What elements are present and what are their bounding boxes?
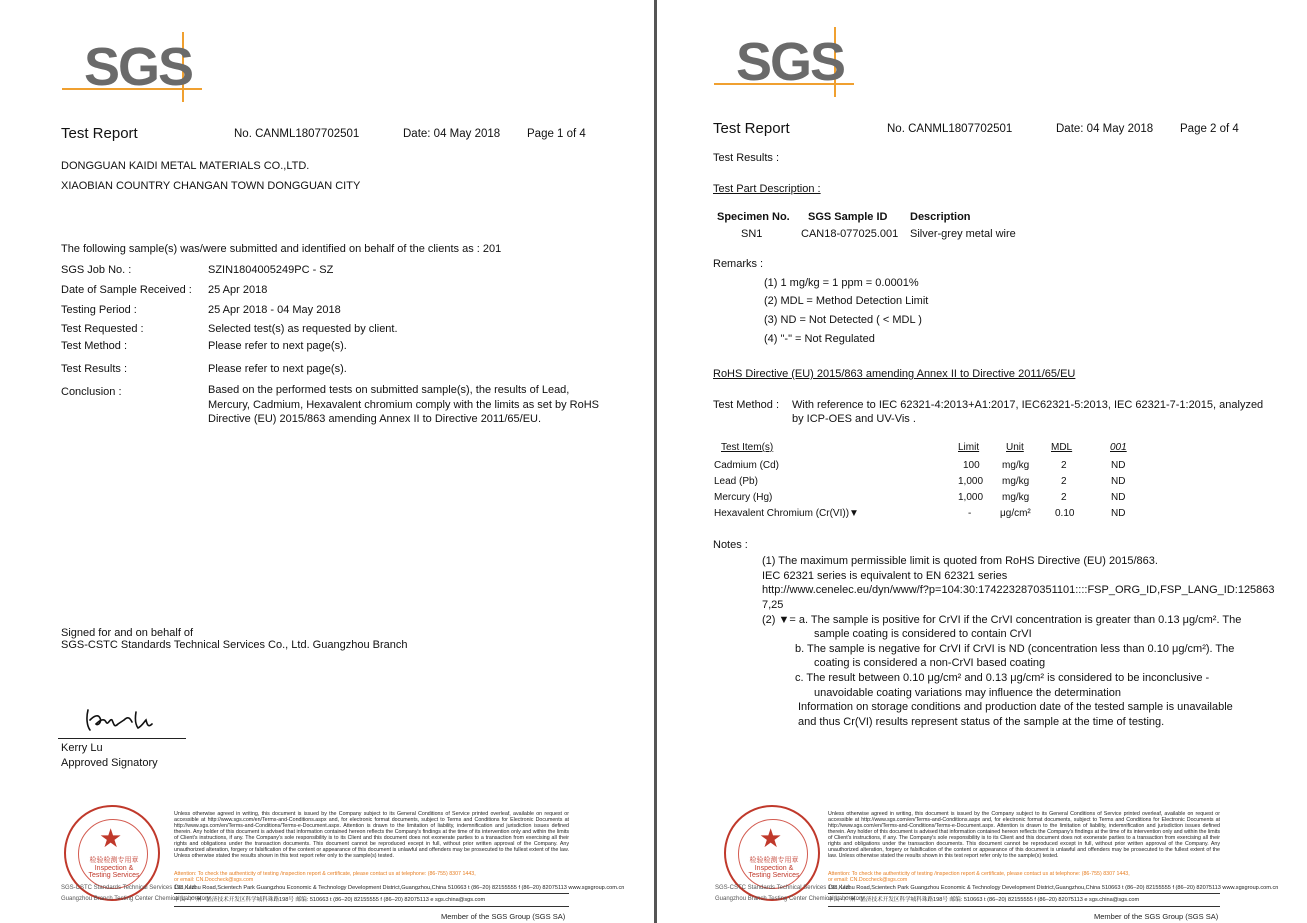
table-cell: μg/cm²	[1000, 508, 1031, 519]
rohs-heading: RoHS Directive (EU) 2015/863 amending Annex II to Directive 2011/65/EU	[713, 368, 1076, 380]
conclusion-line: Mercury, Cadmium, Hexavalent chromium comply with the limits as set by RoHS	[208, 399, 600, 411]
note-line: (1) The maximum permissible limit is quoted from RoHS Directive (EU) 2015/863.	[762, 555, 1158, 567]
table-header: MDL	[1051, 442, 1073, 453]
client-address: XIAOBIAN COUNTRY CHANGAN TOWN DONGGUAN CITY	[61, 180, 361, 192]
footer-divider	[828, 906, 1220, 907]
sgs-logo	[62, 32, 202, 97]
table-cell: ND	[1111, 460, 1126, 471]
star-icon: ★	[99, 823, 123, 853]
specimen-header: Description	[910, 211, 971, 223]
specimen-cell: SN1	[741, 228, 763, 240]
legal-disclaimer: Unless otherwise agreed in writing, this document is issued by the Company subject to its General Conditions of Service printed overleaf, available on request or accessible at http://www.sgs.com/en/Terms-and-Conditions.aspx and, for electronic format documents, subject to Terms and Conditions for Electronic Documents at http://www.sgs.com/en/Terms-and-Conditions/Terms-e-Document.aspx. Attention is drawn to the limitation of liability, indemnification and jurisdiction issues defined therein. Any holder of this document is advised that information contained hereon reflects the Company's findings at the time of its intervention only and within the limits of Client's instructions, if any. The Company's sole responsibility is to its Client and this document does not exonerate parties to a transaction from exercising all their rights and obligations under the transaction documents. This document cannot be reproduced except in full, without prior written approval of the Company. Any unauthorized alteration, forgery or falsification of the content or appearance of this document is unlawful and offenders may be prosecuted to the fullest extent of the law. Unless otherwise stated the results shown in this test report refer only to the sample(s) tested.	[828, 811, 1220, 859]
lab-line-2: Guangzhou Branch Testing Center Chemical Laboratory	[61, 896, 210, 902]
remark-item: (4) "-" = Not Regulated	[764, 333, 875, 345]
remark-item: (1) 1 mg/kg = 1 ppm = 0.0001%	[764, 277, 919, 289]
table-cell: Hexavalent Chromium (Cr(VI))▼	[714, 508, 859, 519]
field-value: SZIN1804005249PC - SZ	[208, 264, 334, 276]
sgs-logo-text: SGS	[84, 37, 193, 97]
table-header: Limit	[958, 442, 980, 453]
specimen-header: Specimen No.	[717, 211, 790, 223]
note-line: http://www.cenelec.eu/dyn/www/f?p=104:30:1742232870351101::::FSP_ORG_ID,FSP_LANG_ID:125863	[762, 584, 1275, 596]
field-label: Date of Sample Received :	[61, 284, 192, 296]
note-line: b. The sample is negative for CrVI if CrVI is ND (concentration less than 0.10 μg/cm²). The	[795, 643, 1235, 655]
remark-item: (2) MDL = Method Detection Limit	[764, 295, 929, 307]
attention-line-1: Attention: To check the authenticity of testing /inspection report & certificate, please contact us at telephone: (86-755) 8307 1443,	[174, 871, 476, 877]
conclusion-line: Directive (EU) 2015/863 amending Annex II to Directive 2011/65/EU.	[208, 413, 542, 425]
table-cell: mg/kg	[1002, 476, 1030, 487]
table-cell: 1,000	[958, 476, 984, 487]
field-label: Test Results :	[61, 363, 128, 375]
field-value: Please refer to next page(s).	[208, 363, 347, 375]
test-method-label: Test Method :	[713, 399, 780, 411]
report-title: Test Report	[713, 120, 790, 137]
member-text: Member of the SGS Group (SGS SA)	[441, 912, 566, 921]
table-cell: mg/kg	[1002, 492, 1030, 503]
table-cell: ND	[1111, 508, 1126, 519]
member-text: Member of the SGS Group (SGS SA)	[1094, 912, 1219, 921]
field-label: SGS Job No. :	[61, 264, 132, 276]
table-cell: 100	[963, 460, 980, 471]
stamp-text: 检验检测专用章 Inspection & Testing Services	[748, 857, 800, 880]
note-line: 7,25	[762, 599, 784, 611]
sgs-logo	[714, 27, 854, 92]
footer-divider	[174, 893, 569, 894]
intro-text: The following sample(s) was/were submitted and identified on behalf of the clients as : 201	[61, 243, 502, 255]
field-value: 25 Apr 2018 - 04 May 2018	[208, 304, 341, 316]
remarks-label: Remarks :	[713, 258, 764, 270]
notes-label: Notes :	[713, 539, 748, 551]
address-english: 198 Kezhu Road,Scientech Park Guangzhou Economic & Technology Development District,Guangzhou,China 510663 t (86–20) 82155555 f (86–20) 82075113 www.sgsgroup.com.cn	[174, 885, 625, 891]
note-line: unavoidable coating variations may influence the determination	[814, 687, 1121, 699]
field-value: Please refer to next page(s).	[208, 340, 347, 352]
signed-for-text: Signed for and on behalf of	[61, 627, 194, 639]
table-cell: Cadmium (Cd)	[714, 460, 780, 471]
report-date: Date: 04 May 2018	[1056, 123, 1154, 135]
note-line: coating is considered a non-CrVI based coating	[814, 657, 1046, 669]
address-chinese: 中国 · 广州 · 经济技术开发区科学城科珠路198号 邮编: 510663 t (86–20) 82155555 f (86–20) 82075113 e sgs.china@sgs.com	[828, 897, 1140, 903]
field-value: Selected test(s) as requested by client.	[208, 323, 398, 335]
note-line: Information on storage conditions and production date of the tested sample is unavailable	[798, 701, 1233, 713]
table-cell: 1,000	[958, 492, 984, 503]
table-header: 001	[1110, 442, 1127, 453]
table-cell: ND	[1111, 476, 1126, 487]
page-number: Page 1 of 4	[527, 128, 586, 140]
page-number: Page 2 of 4	[1180, 123, 1239, 135]
table-cell: 2	[1061, 460, 1067, 471]
star-icon: ★	[759, 823, 783, 853]
attention-line-2: or email: CN.Doccheck@sgs.com	[174, 877, 254, 883]
table-header: Test Item(s)	[721, 442, 774, 453]
table-cell: -	[968, 508, 972, 519]
table-cell: 2	[1061, 492, 1067, 503]
conclusion-line: Based on the performed tests on submitted sample(s), the results of Lead,	[208, 384, 570, 396]
attention-line-1: Attention: To check the authenticity of testing /inspection report & certificate, please contact us at telephone: (86-755) 8307 1443,	[828, 871, 1130, 877]
stamp-text: 检验检测专用章 Inspection & Testing Services	[88, 857, 140, 880]
report-page-2	[657, 0, 1307, 923]
note-line: and thus Cr(VI) results represent status of the sample at the time of testing.	[798, 716, 1165, 728]
specimen-header: SGS Sample ID	[808, 211, 888, 223]
test-method-line: With reference to IEC 62321-4:2013+A1:2017, IEC62321-5:2013, IEC 62321-7-1:2015, analyzed	[792, 399, 1264, 411]
footer-divider	[828, 893, 1220, 894]
field-value: 25 Apr 2018	[208, 284, 268, 296]
report-title: Test Report	[61, 125, 138, 142]
field-label: Test Requested :	[61, 323, 144, 335]
table-cell: Lead (Pb)	[714, 476, 758, 487]
table-cell: 2	[1061, 476, 1067, 487]
handwritten-signature	[84, 706, 158, 734]
legal-disclaimer: Unless otherwise agreed in writing, this document is issued by the Company subject to its General Conditions of Service printed overleaf, available on request or accessible at http://www.sgs.com/en/Terms-and-Conditions.aspx and, for electronic format documents, subject to Terms and Conditions for Electronic Documents at http://www.sgs.com/en/Terms-and-Conditions/Terms-e-Document.aspx. Attention is drawn to the limitation of liability, indemnification and jurisdiction issues defined therein. Any holder of this document is advised that information contained hereon reflects the Company's findings at the time of its intervention only and within the limits of Client's instructions, if any. The Company's sole responsibility is to its Client and this document does not exonerate parties to a transaction from exercising all their rights and obligations under the transaction documents. This document cannot be reproduced except in full, without prior written approval of the Company. Any unauthorized alteration, forgery or falsification of the content or appearance of this document is unlawful and offenders may be prosecuted to the fullest extent of the law. Unless otherwise stated the results shown in this test report refer only to the sample(s) tested.	[174, 811, 569, 859]
attention-line-2: or email: CN.Doccheck@sgs.com	[828, 877, 908, 883]
specimen-cell: Silver-grey metal wire	[910, 228, 1016, 240]
table-header: Unit	[1006, 442, 1024, 453]
company-name: SGS-CSTC Standards Technical Services Co., Ltd. Guangzhou Branch	[61, 639, 408, 651]
table-cell: mg/kg	[1002, 460, 1030, 471]
lab-line-1: SGS-CSTC Standards Technical Services Co., Ltd.	[61, 885, 197, 891]
report-number: No. CANML1807702501	[887, 123, 1013, 135]
note-line: c. The result between 0.10 μg/cm² and 0.13 μg/cm² is considered to be inconclusive -	[795, 672, 1210, 684]
address-chinese: 中国 · 广州 · 经济技术开发区科学城科珠路198号 邮编: 510663 t (86–20) 82155555 f (86–20) 82075113 e sgs.china@sgs.com	[174, 897, 486, 903]
note-line: IEC 62321 series is equivalent to EN 62321 series	[762, 570, 1008, 582]
table-cell: Mercury (Hg)	[714, 492, 773, 503]
lab-line-1: SGS-CSTC Standards Technical Services Co., Ltd.	[715, 885, 851, 891]
address-english: 198 Kezhu Road,Scientech Park Guangzhou Economic & Technology Development District,Guangzhou,China 510663 t (86–20) 82155555 f (86–20) 82075113 www.sgsgroup.com.cn	[828, 885, 1279, 891]
sgs-logo-text: SGS	[736, 32, 845, 92]
table-cell: 0.10	[1055, 508, 1075, 519]
note-line: sample coating is considered to contain CrVI	[814, 628, 1032, 640]
field-label: Conclusion :	[61, 386, 122, 398]
field-label: Test Method :	[61, 340, 128, 352]
part-description-heading: Test Part Description :	[713, 183, 821, 195]
table-cell: ND	[1111, 492, 1126, 503]
report-number: No. CANML1807702501	[234, 128, 360, 140]
signatory-name: Kerry Lu	[61, 742, 103, 754]
lab-line-2: Guangzhou Branch Testing Center Chemical Laboratory	[715, 896, 864, 902]
test-results-label: Test Results :	[713, 152, 780, 164]
remark-item: (3) ND = Not Detected ( < MDL )	[764, 314, 922, 326]
note-line: (2) ▼= a. The sample is positive for CrVI if the CrVI concentration is greater than 0.13 μg/cm². The	[762, 614, 1242, 626]
test-method-line: by ICP-OES and UV-Vis .	[792, 413, 916, 425]
report-date: Date: 04 May 2018	[403, 128, 501, 140]
signatory-title: Approved Signatory	[61, 757, 158, 769]
client-name: DONGGUAN KAIDI METAL MATERIALS CO.,LTD.	[61, 160, 310, 172]
specimen-cell: CAN18-077025.001	[801, 228, 899, 240]
footer-divider	[174, 906, 569, 907]
signature-line	[58, 738, 186, 739]
field-label: Testing Period :	[61, 304, 137, 316]
